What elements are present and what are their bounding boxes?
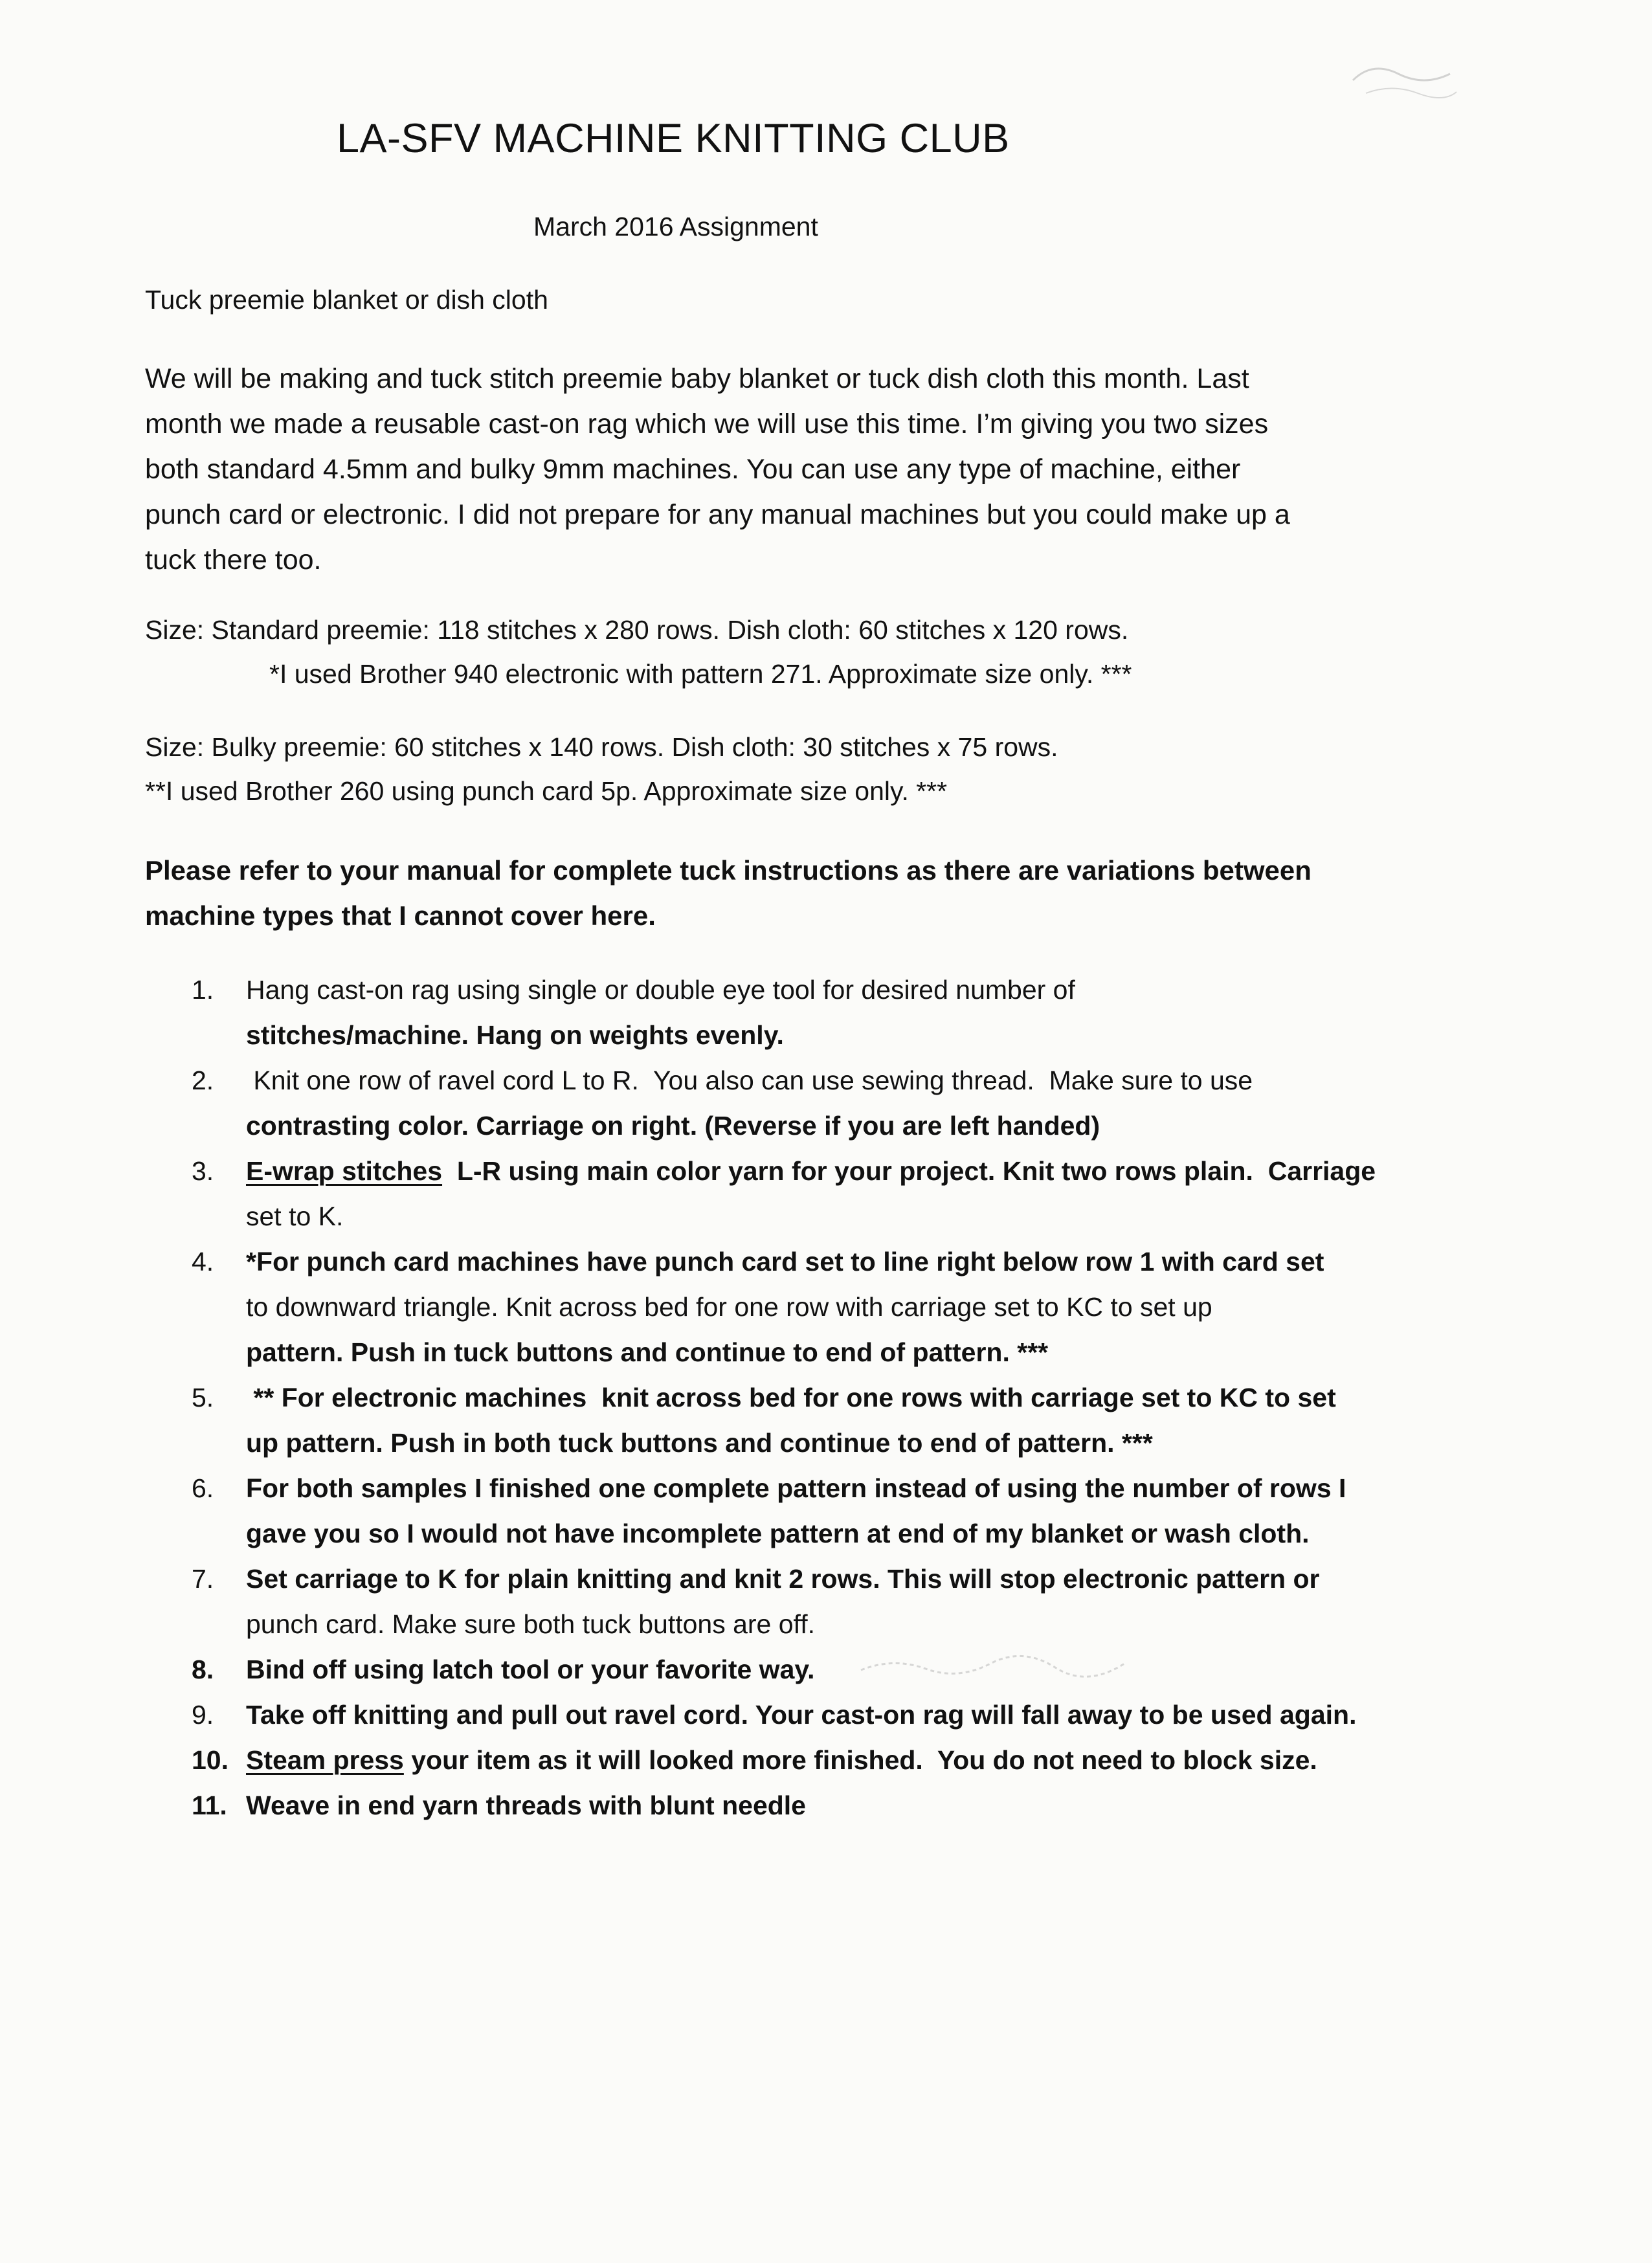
- step-number: 8.: [192, 1655, 214, 1684]
- intro-line: month we made a reusable cast-on rag which we will use this time. I’m giving you two sizes: [145, 408, 1269, 440]
- step-line: Set carriage to K for plain knitting and knit 2 rows. This will stop electronic pattern or: [246, 1564, 1320, 1594]
- step-line: Knit one row of ravel cord L to R. You also can use sewing thread. Make sure to use: [246, 1065, 1253, 1095]
- step-number: 9.: [192, 1700, 214, 1730]
- step-8: [192, 1647, 1434, 1692]
- project-heading: Tuck preemie blanket or dish cloth: [145, 285, 548, 315]
- step-9: [192, 1692, 1434, 1737]
- step-5: [192, 1375, 1434, 1466]
- page-title: LA-SFV MACHINE KNITTING CLUB: [337, 116, 1010, 161]
- intro-line: tuck there too.: [145, 544, 322, 575]
- step-line: *For punch card machines have punch card set to line right below row 1 with card set: [246, 1247, 1324, 1276]
- step-number: 4.: [192, 1247, 214, 1276]
- step-line: stitches/machine. Hang on weights evenly.: [246, 1020, 784, 1050]
- step-line: your item as it will looked more finished. You do not need to block size.: [403, 1745, 1317, 1775]
- refer-line: machine types that I cannot cover here.: [145, 900, 656, 931]
- step-number: 3.: [192, 1156, 214, 1186]
- step-number: 2.: [192, 1065, 214, 1095]
- faint-stamp-mark: [1346, 54, 1463, 113]
- standard-size-line: Size: Standard preemie: 118 stitches x 280 rows. Dish cloth: 60 stitches x 120 rows.: [145, 615, 1129, 645]
- step-number: 7.: [192, 1564, 214, 1594]
- intro-line: punch card or electronic. I did not prepare for any manual machines but you could make up a: [145, 499, 1290, 530]
- step-10: [192, 1737, 1434, 1783]
- step-number: 6.: [192, 1473, 214, 1503]
- step-1: [192, 967, 1434, 1058]
- step-line: Bind off using latch tool or your favorite way.: [246, 1655, 815, 1684]
- step-number: 10.: [192, 1745, 229, 1775]
- step-number: 1.: [192, 975, 214, 1005]
- step-6: [192, 1466, 1434, 1556]
- bulky-size-note: **I used Brother 260 using punch card 5p. Approximate size only. ***: [145, 776, 948, 806]
- bulky-size-line: Size: Bulky preemie: 60 stitches x 140 rows. Dish cloth: 30 stitches x 75 rows.: [145, 732, 1058, 762]
- instruction-steps: [192, 967, 1434, 1828]
- step-7: [192, 1556, 1434, 1647]
- step-4: [192, 1239, 1434, 1375]
- step-line: Take off knitting and pull out ravel cord. Your cast-on rag will fall away to be used again.: [246, 1700, 1357, 1730]
- step-line: L-R using main color yarn for your project. Knit two rows plain. Carriage: [442, 1156, 1376, 1186]
- step-line: For both samples I finished one complete pattern instead of using the number of rows I: [246, 1473, 1346, 1503]
- step-number: 5.: [192, 1383, 214, 1412]
- step-line: Hang cast-on rag using single or double eye tool for desired number of: [246, 975, 1075, 1005]
- step-line: punch card. Make sure both tuck buttons are off.: [246, 1609, 815, 1639]
- intro-line: We will be making and tuck stitch preemie baby blanket or tuck dish cloth this month. Last: [145, 363, 1249, 394]
- underlined-phrase: Steam press: [246, 1745, 404, 1775]
- step-line: to downward triangle. Knit across bed for one row with carriage set to KC to set up: [246, 1292, 1212, 1322]
- step-3: [192, 1148, 1434, 1239]
- manual-reference: [145, 848, 1312, 939]
- step-line: ** For electronic machines knit across bed for one rows with carriage set to KC to set: [246, 1383, 1336, 1412]
- step-number: 11.: [192, 1790, 227, 1820]
- intro-line: both standard 4.5mm and bulky 9mm machines. You can use any type of machine, either: [145, 454, 1241, 485]
- step-2: [192, 1058, 1434, 1148]
- underlined-phrase: E-wrap stitches: [246, 1156, 443, 1186]
- assignment-date: March 2016 Assignment: [533, 212, 818, 241]
- faint-scribble-mark: [854, 1644, 1178, 1689]
- intro-paragraph: [145, 356, 1472, 583]
- step-line: gave you so I would not have incomplete pattern at end of my blanket or wash cloth.: [246, 1519, 1310, 1548]
- step-11: [192, 1783, 1434, 1828]
- step-line: pattern. Push in tuck buttons and continue to end of pattern. ***: [246, 1337, 1049, 1367]
- step-line: contrasting color. Carriage on right. (Reverse if you are left handed): [246, 1111, 1100, 1141]
- refer-line: Please refer to your manual for complete tuck instructions as there are variations between: [145, 855, 1312, 886]
- step-line: Weave in end yarn threads with blunt needle: [246, 1790, 806, 1820]
- step-line: set to K.: [246, 1201, 344, 1231]
- step-line: up pattern. Push in both tuck buttons and continue to end of pattern. ***: [246, 1428, 1153, 1458]
- standard-size-note: *I used Brother 940 electronic with pattern 271. Approximate size only. ***: [269, 659, 1132, 689]
